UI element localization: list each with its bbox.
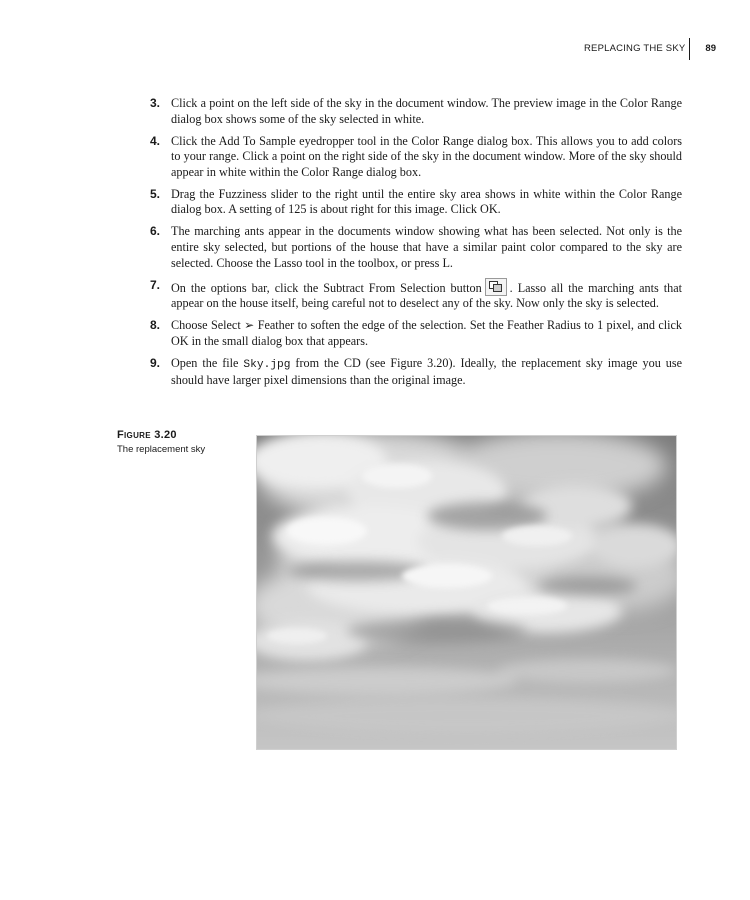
step-4 — [150, 134, 682, 181]
running-title: REPLACING THE SKY — [584, 38, 690, 60]
step-6 — [150, 224, 682, 271]
step-number: 7. — [150, 277, 161, 292]
step-text: Click a point on the left side of the sky in the document window. The preview image in the Color Range dialog box shows some of the sky selected in white. — [171, 96, 682, 126]
subtract-from-selection-icon — [485, 278, 507, 296]
step-number: 8. — [150, 318, 161, 333]
step-text — [171, 356, 682, 389]
step-text: Choose Select ➢ Feather to soften the edge of the selection. Set the Feather Radius to 1 pixel, and click OK in the small dialog box that appears. — [171, 318, 682, 348]
step-text-after: . Lasso all the marching ants that appear on the house itself, being careful not to deselect any of the sky. Now only the sky is selected. — [171, 280, 682, 311]
step-7 — [150, 278, 682, 312]
figure-caption — [117, 428, 242, 456]
step-text-after: from the CD (see Figure 3.20). Ideally, the replacement sky image you use should have larger pixel dimensions than the original image. — [171, 355, 683, 388]
running-header — [584, 38, 716, 60]
replacement-sky-image — [256, 435, 677, 750]
figure-label: Figure 3.20 — [117, 429, 177, 441]
step-9 — [150, 356, 682, 389]
step-text: Click the Add To Sample eyedropper tool in the Color Range dialog box. This allows you to add colors to your range. Click a point on the right side of the sky in the document window. More of the sky should appear in white within the Color Range dialog box. — [171, 133, 682, 179]
page-number: 89 — [705, 43, 716, 54]
step-text: The marching ants appear in the documents window showing what has been selected. Not only is the entire sky selected, but portions of the house that have a similar paint color compared to the sky are selected. Choose the Lasso tool in the toolbox, or press L. — [171, 224, 682, 270]
filename: Sky.jpg — [243, 358, 291, 371]
step-text-before: Open the file — [171, 355, 239, 370]
step-number: 3. — [150, 96, 161, 110]
step-number: 4. — [150, 133, 161, 148]
step-8 — [150, 318, 682, 349]
figure-title: The replacement sky — [117, 444, 206, 455]
step-5 — [150, 187, 682, 218]
step-text — [171, 278, 682, 312]
step-number: 5. — [150, 186, 161, 201]
step-3 — [150, 96, 682, 127]
step-list — [150, 96, 682, 395]
sky-photo — [257, 436, 677, 750]
step-number: 9. — [150, 355, 161, 370]
step-text-before: On the options bar, click the Subtract From Selection button — [171, 280, 482, 295]
step-text: Drag the Fuzziness slider to the right until the entire sky area shows in white within the Color Range dialog box. A setting of 125 is about right for this image. Click OK. — [171, 186, 682, 217]
step-number: 6. — [150, 224, 161, 239]
